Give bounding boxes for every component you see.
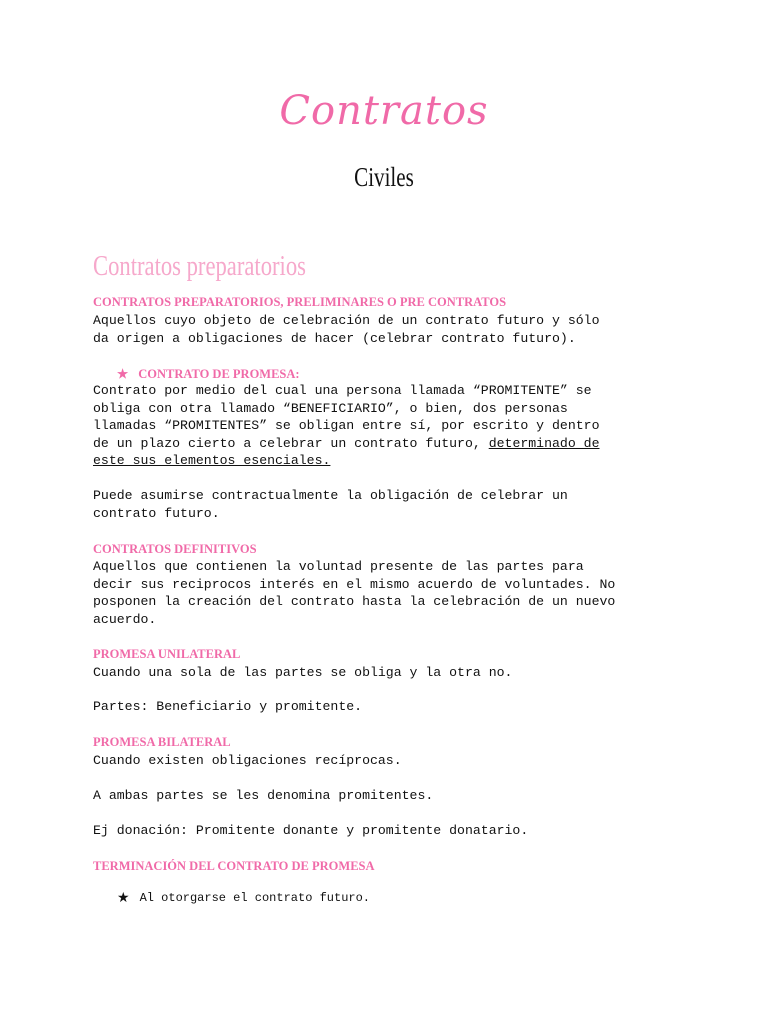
heading-pre-contratos: CONTRATOS PREPARATORIOS, PRELIMINARES O PRE CONTRATOS bbox=[93, 295, 507, 309]
heading-promesa-unilateral: PROMESA UNILATERAL bbox=[93, 647, 241, 661]
page-subtitle: Civiles bbox=[354, 162, 414, 192]
heading-terminacion: TERMINACIÓN DEL CONTRATO DE PROMESA bbox=[93, 859, 375, 873]
section-title: Contratos preparatorios bbox=[93, 250, 306, 282]
star-icon: ★ bbox=[117, 890, 130, 906]
text-promesa-unilateral-extra: Partes: Beneficiario y promitente. bbox=[93, 699, 363, 714]
bullet-text: Al otorgarse el contrato futuro. bbox=[139, 891, 370, 905]
star-icon: ★ bbox=[117, 367, 129, 381]
text-contratos-definitivos: Aquellos que contienen la voluntad presente de las partes para decir sus reciprocos interés en el mismo acuerdo de voluntades. No posponen la creación del contrato hasta la celebración de un nuevo acuerdo. bbox=[93, 559, 616, 627]
promesa-text-underlined: determinado de este sus elementos esenciales. bbox=[93, 435, 600, 468]
text-contrato-promesa bbox=[93, 382, 683, 470]
text-promesa-unilateral: Cuando una sola de las partes se obliga y la otra no. bbox=[93, 665, 513, 680]
list-item bbox=[117, 890, 370, 906]
heading-contrato-promesa bbox=[117, 366, 300, 382]
text-promesa-bilateral-extra1: A ambas partes se les denomina promitentes. bbox=[93, 788, 434, 803]
text-promesa-bilateral: Cuando existen obligaciones recíprocas. bbox=[93, 753, 402, 768]
heading-contrato-promesa-label: CONTRATO DE PROMESA: bbox=[138, 367, 300, 381]
text-promesa-extra: Puede asumirse contractualmente la obligación de celebrar un contrato futuro. bbox=[93, 488, 568, 521]
text-pre-contratos: Aquellos cuyo objeto de celebración de un contrato futuro y sólo da origen a obligaciones de hacer (celebrar contrato futuro). bbox=[93, 313, 600, 346]
heading-contratos-definitivos: CONTRATOS DEFINITIVOS bbox=[93, 542, 257, 556]
promesa-text-plain: Contrato por medio del cual una persona llamada “PROMITENTE” se obliga con otra llamado “BENEFICIARIO”, o bien, dos personas llamadas “PROMITENTES” se obligan entre sí, por escrito y dentro de un plazo cierto a celebrar un contrato futuro, bbox=[93, 383, 600, 451]
text-promesa-bilateral-extra2: Ej donación: Promitente donante y promitente donatario. bbox=[93, 823, 529, 838]
heading-promesa-bilateral: PROMESA BILATERAL bbox=[93, 735, 231, 749]
page-title: Contratos bbox=[279, 88, 489, 134]
